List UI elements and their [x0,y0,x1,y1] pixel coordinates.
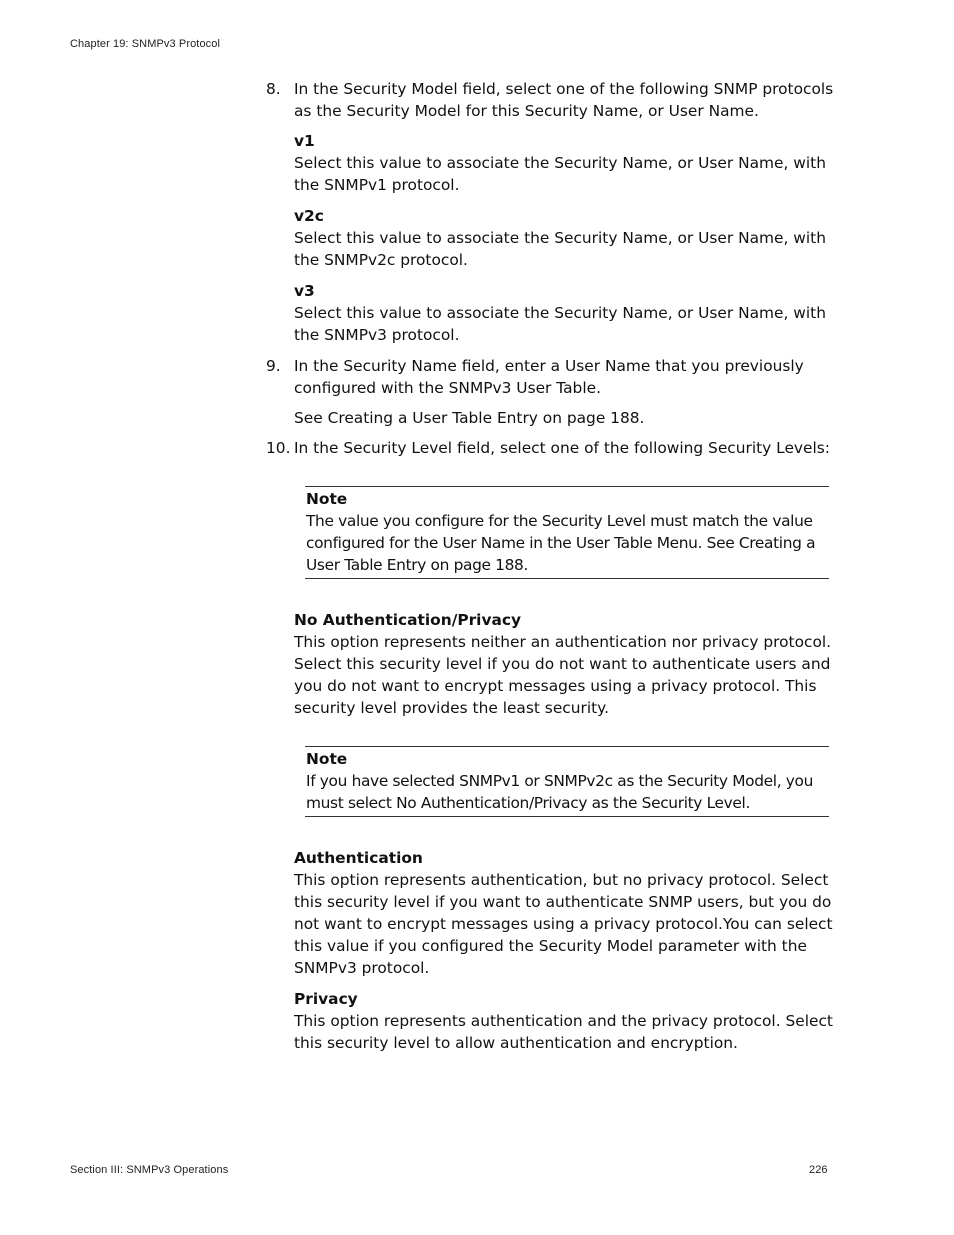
note-box-snmpv1-v2c [305,746,829,817]
step-number: 8. [266,80,281,98]
step-text: In the Security Name field, enter a User Name that you previously configured with the SNMPv3 User Table. [294,357,804,397]
step-8 [266,78,836,122]
option-description: Select this value to associate the Security Name, or User Name, with the SNMPv1 protocol. [294,154,826,194]
cross-reference: See Creating a User Table Entry on page 188. [294,409,645,427]
step-9 [266,355,836,399]
level-description: This option represents authentication, but no privacy protocol. Select this security level if you want to authenticate SNMP users, but you do not want to encrypt messages using a privacy protocol.You can select this value if you configured the Security Model parameter with the SNMPv3 protocol. [294,871,833,977]
level-no-auth-privacy [294,609,836,719]
level-authentication [294,847,836,979]
note-heading: Note [306,490,348,508]
page-number: 226 [809,1164,828,1176]
step-text: In the Security Level field, select one of the following Security Levels: [294,439,830,457]
note-heading: Note [306,750,348,768]
step-number: 10. [266,439,291,457]
option-term: v1 [294,132,315,150]
level-term: Privacy [294,990,358,1008]
step-number: 9. [266,357,281,375]
security-model-options [294,130,836,346]
level-term: Authentication [294,849,423,867]
option-term: v3 [294,282,315,300]
option-description: Select this value to associate the Security Name, or User Name, with the SNMPv3 protocol. [294,304,826,344]
step-text: In the Security Model field, select one of the following SNMP protocols as the Security Model for this Security Name, or User Name. [294,80,834,120]
option-v2c [294,205,836,271]
level-description: This option represents authentication and the privacy protocol. Select this security level to allow authentication and encryption. [294,1012,833,1052]
step-10 [266,437,836,459]
note-text: The value you configure for the Security Level must match the value configured for the User Name in the User Table Menu. See Creating a User Table Entry on page 188. [306,512,816,574]
option-description: Select this value to associate the Security Name, or User Name, with the SNMPv2c protocol. [294,229,826,269]
note-box-security-level [305,486,829,579]
option-v3 [294,280,836,346]
level-term: No Authentication/Privacy [294,611,522,629]
running-footer-section: Section III: SNMPv3 Operations [70,1164,229,1176]
note-text: If you have selected SNMPv1 or SNMPv2c as the Security Model, you must select No Authentication/Privacy as the Security Level. [306,772,814,812]
level-privacy [294,988,836,1054]
level-description: This option represents neither an authentication nor privacy protocol. Select this security level if you do not want to authenticate users and you do not want to encrypt messages using a privacy protocol. This security level provides the least security. [294,633,832,717]
running-header: Chapter 19: SNMPv3 Protocol [70,38,221,50]
option-v1 [294,130,836,196]
page-body [266,78,836,1063]
option-term: v2c [294,207,324,225]
